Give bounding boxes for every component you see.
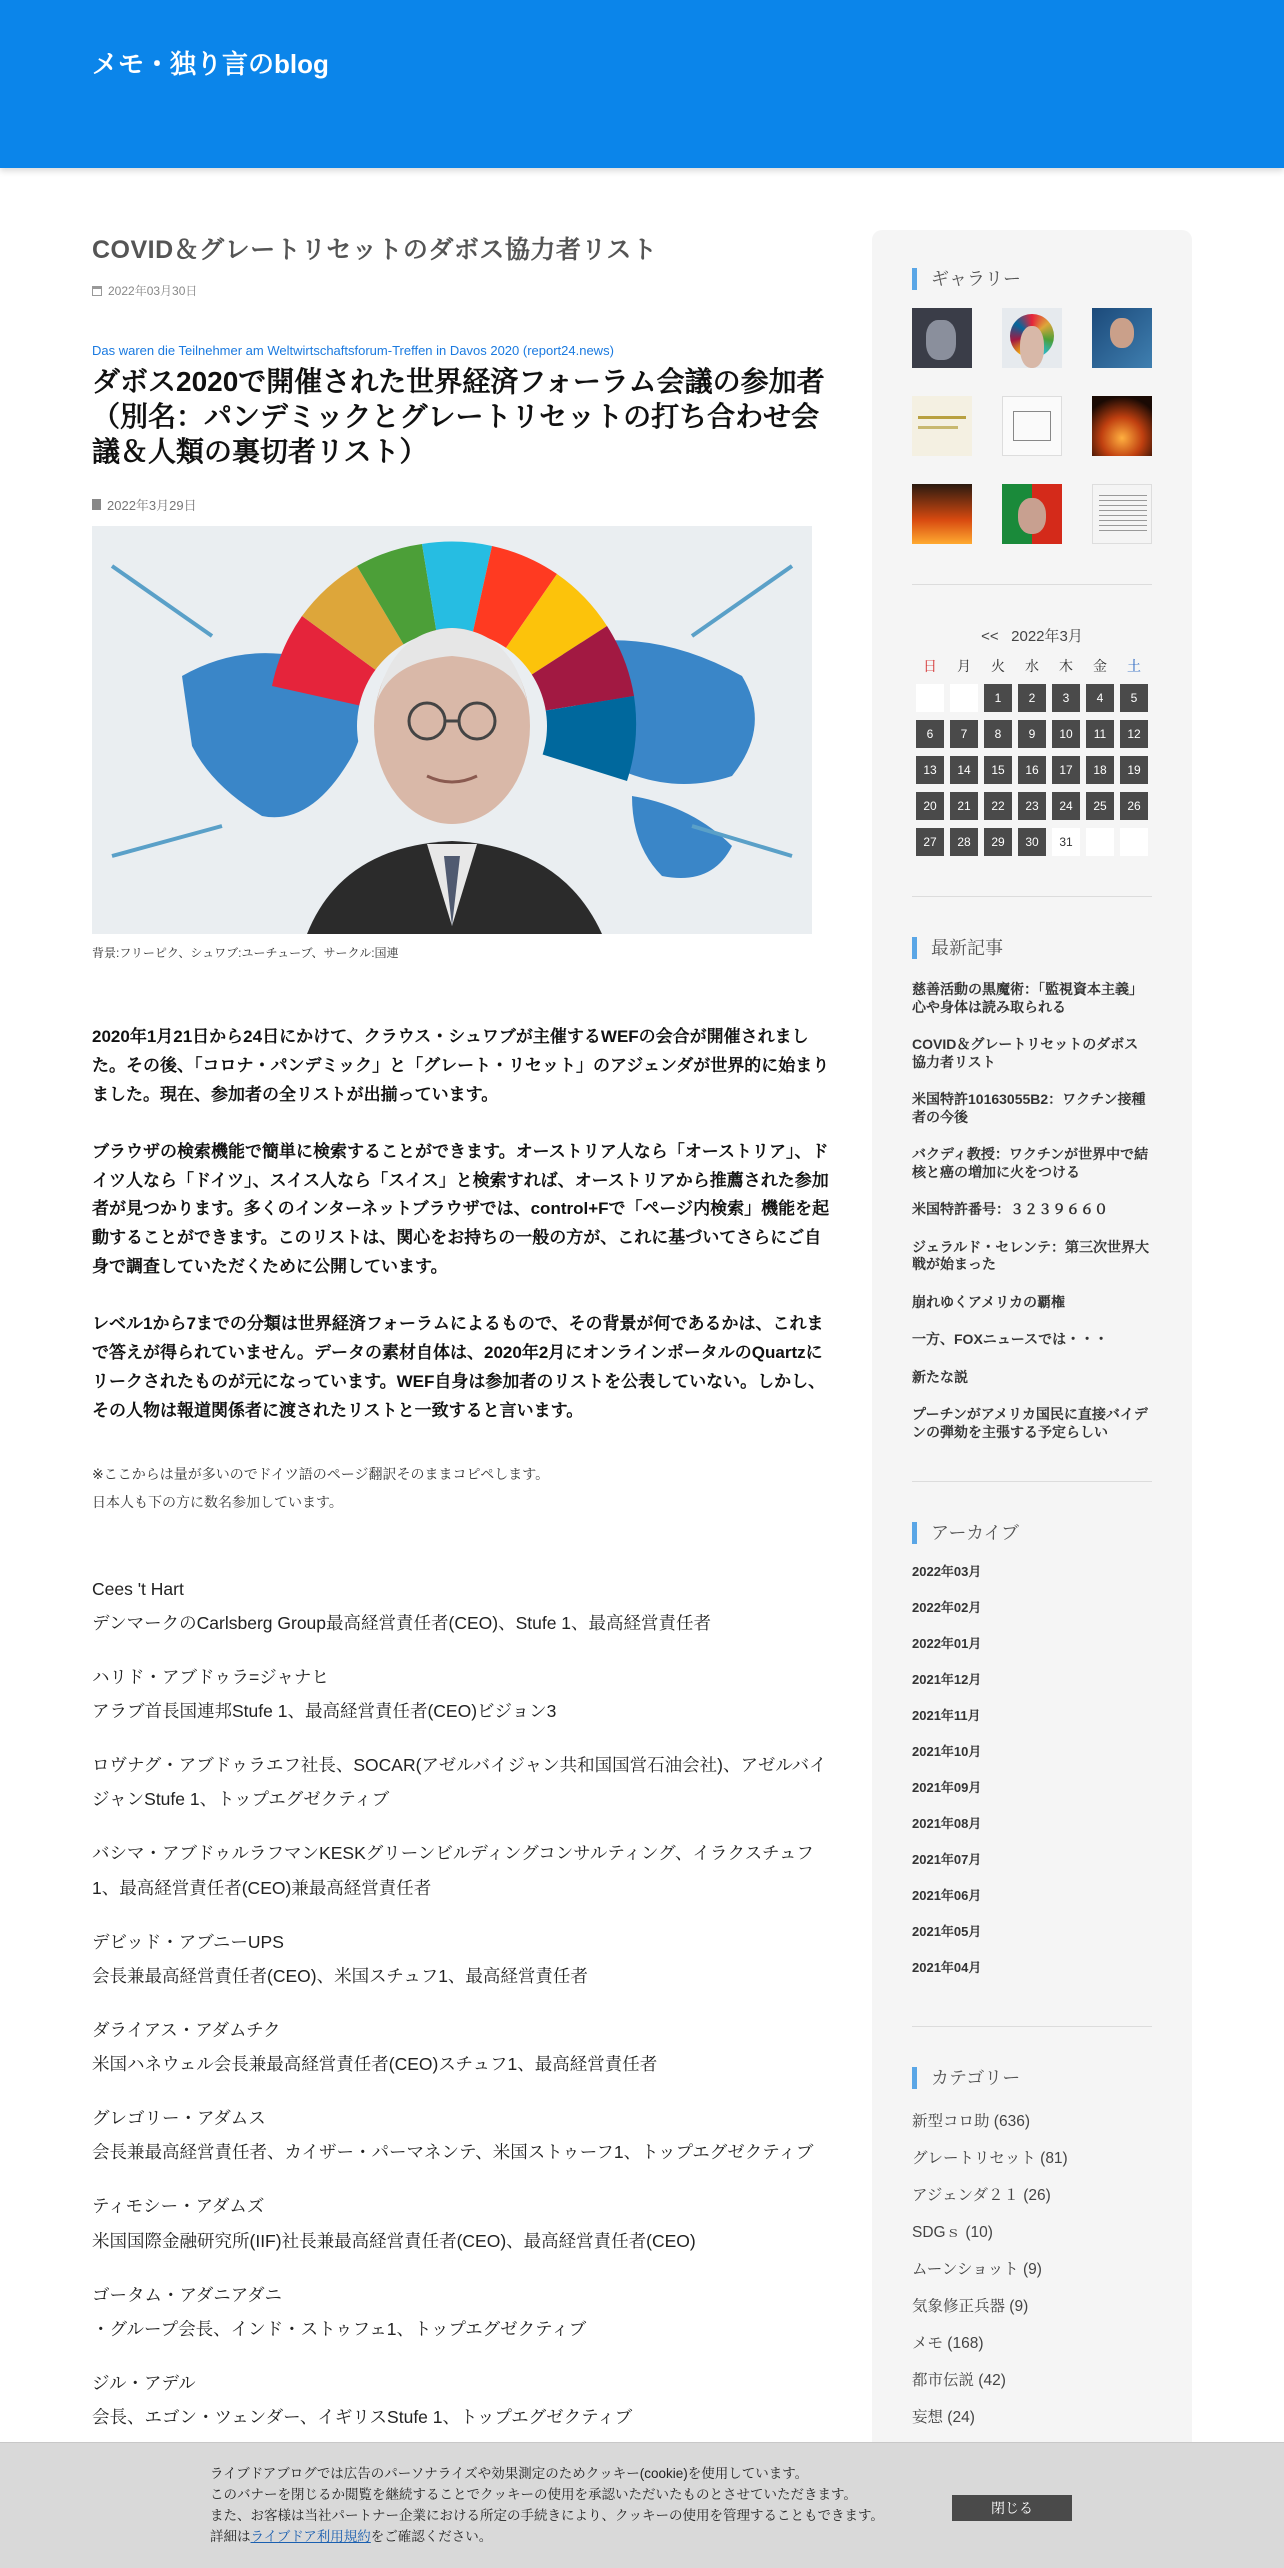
gallery-thumb-4[interactable] (912, 396, 972, 456)
participant-name: バシマ・アブドゥルラフマンKESKグリーンビルディングコンサルティング、イラクスチュフ1、最高経営責任者(CEO)兼最高経営責任者 (92, 1843, 814, 1898)
recent-post-link[interactable]: プーチンがアメリカ国民に直接バイデンの弾劾を主張する予定らしい (912, 1406, 1148, 1440)
calendar-day[interactable]: 16 (1018, 756, 1046, 784)
archive-link[interactable]: 2021年06月 (912, 1888, 982, 1903)
participant-desc: 米国ハネウェル会長兼最高経営責任者(CEO)スチュフ1、最高経営責任者 (92, 2054, 658, 2075)
category-link[interactable]: 都市伝説 (42) (912, 2372, 1006, 2389)
article-hero-image (92, 526, 812, 934)
site-header (0, 0, 1284, 168)
recent-post-link[interactable]: 新たな説 (912, 1368, 968, 1385)
calendar-empty-cell (1086, 828, 1114, 856)
recent-post-link[interactable]: 米国特許番号：３２３９６６０ (912, 1201, 1108, 1217)
calendar-month: 2022年3月 (1011, 628, 1083, 645)
sidebar (872, 230, 1192, 2568)
participant-item (92, 2366, 832, 2434)
article-title: ダボス2020で開催された世界経済フォーラム会議の参加者（別名：パンデミックとグレートリセットの打ち合わせ会議＆人類の裏切者リスト） (92, 366, 825, 467)
gallery-title: ギャラリー (912, 268, 1152, 290)
participant-name: ゴータム・アダニアダニ (92, 2284, 283, 2305)
sidebar-divider (912, 2026, 1152, 2027)
gallery-thumb-3[interactable] (1092, 308, 1152, 368)
calendar-day[interactable]: 8 (984, 720, 1012, 748)
archive-link[interactable]: 2022年01月 (912, 1636, 982, 1651)
calendar-weekday: 火 (991, 658, 1005, 674)
recent-title: 最新記事 (912, 937, 1152, 959)
category-link[interactable]: グレートリセット (81) (912, 2150, 1068, 2167)
calendar-weekday: 水 (1025, 658, 1039, 674)
calendar-day[interactable]: 3 (1052, 684, 1080, 712)
archive-link[interactable]: 2021年05月 (912, 1924, 982, 1939)
participant-desc: ・グループ会長、インド・ストゥフェ1、トップエグゼクティブ (92, 2318, 587, 2339)
category-link[interactable]: アジェンダ２１ (26) (912, 2187, 1051, 2204)
category-link[interactable]: 妄想 (24) (912, 2409, 975, 2426)
calendar-day[interactable]: 13 (916, 756, 944, 784)
participant-name: ジル・アデル (92, 2372, 196, 2393)
image-caption: 背景:フリーピク、シュワブ:ユーチューブ、サークル:国連 (92, 946, 399, 960)
archive-link[interactable]: 2022年02月 (912, 1600, 982, 1615)
participant-name: ロヴナグ・アブドゥラエフ社長、SOCAR(アゼルバイジャン共和国国営石油会社)、アゼルバイジャンStufe 1、トップエグゼクティブ (92, 1755, 827, 1810)
participant-name: ハリド・アブドゥラ=ジャナヒ (92, 1666, 329, 1687)
calendar-day[interactable]: 6 (916, 720, 944, 748)
article-date (92, 495, 832, 514)
participant-item (92, 1836, 832, 1904)
calendar-day[interactable]: 30 (1018, 828, 1046, 856)
calendar-day[interactable]: 29 (984, 828, 1012, 856)
calendar-empty-cell (950, 684, 978, 712)
gallery-thumb-5[interactable] (1002, 396, 1062, 456)
participant-item (92, 2101, 832, 2169)
calendar-day[interactable]: 1 (984, 684, 1012, 712)
recent-post-link[interactable]: COVID＆グレートリセットのダボス協力者リスト (912, 1036, 1139, 1070)
cookie-line (210, 2526, 884, 2547)
archive-link[interactable]: 2021年08月 (912, 1816, 982, 1831)
calendar-prev-link[interactable]: << (981, 628, 999, 645)
cookie-close-button[interactable]: 閉じる (952, 2495, 1072, 2521)
calendar-day[interactable]: 20 (916, 792, 944, 820)
calendar-day[interactable]: 23 (1018, 792, 1046, 820)
participant-name: ティモシー・アダムズ (92, 2196, 265, 2217)
cookie-banner (0, 2442, 1284, 2568)
participant-list (92, 1572, 832, 2435)
hero-illustration (92, 526, 812, 934)
calendar-day[interactable]: 17 (1052, 756, 1080, 784)
recent-posts (912, 981, 1152, 1441)
calendar-empty-cell (916, 684, 944, 712)
calendar-weekday: 金 (1093, 658, 1107, 674)
participant-item (92, 2013, 832, 2081)
sidebar-divider (912, 896, 1152, 897)
calendar-day[interactable]: 7 (950, 720, 978, 748)
translation-note (92, 1460, 832, 1516)
calendar-day[interactable]: 27 (916, 828, 944, 856)
participant-item (92, 1660, 832, 1728)
archive-link[interactable]: 2022年03月 (912, 1564, 982, 1579)
sidebar-divider (912, 1481, 1152, 1482)
participant-item (92, 2189, 832, 2257)
archive-link[interactable]: 2021年09月 (912, 1780, 982, 1795)
gallery-thumb-9[interactable] (1092, 484, 1152, 544)
calendar-empty-cell (1120, 828, 1148, 856)
calendar-day[interactable]: 5 (1120, 684, 1148, 712)
participant-item (92, 1925, 832, 1993)
participant-item (92, 1748, 832, 1816)
category-link[interactable]: 気象修正兵器 (9) (912, 2298, 1029, 2315)
category-link[interactable]: SDGｓ (10) (912, 2224, 993, 2241)
paragraph-2: ブラウザの検索機能で簡単に検索することができます。オーストリア人なら「オーストリア」、ドイツ人なら「ドイツ」、スイス人なら「スイス」と検索すれば、オーストリアから推薦された参加者が見つかります。多くのインターネットブラウザでは、control+Fで「ページ内検索」機能を起動することができます。このリストは、関心をお持ちの一般の方が、これに基づいてさらにご自身で調査していただくために公開しています。 (92, 1141, 830, 1277)
sidebar-divider (912, 584, 1152, 585)
participant-item (92, 2278, 832, 2346)
calendar-day[interactable]: 19 (1120, 756, 1148, 784)
archive-link[interactable]: 2021年04月 (912, 1960, 982, 1975)
calendar-day[interactable]: 4 (1086, 684, 1114, 712)
calendar-day[interactable]: 26 (1120, 792, 1148, 820)
gallery-thumb-7[interactable] (912, 484, 972, 544)
archive-link[interactable]: 2021年10月 (912, 1744, 982, 1759)
site-title-link[interactable]: メモ・独り言のblog (92, 49, 329, 79)
calendar-weekday: 土 (1127, 658, 1141, 674)
paragraph-1: 2020年1月21日から24日にかけて、クラウス・シュワブが主催するWEFの会合が開催されました。その後、「コロナ・パンデミック」と「グレート・リセット」のアジェンダが世界的に始まりました。現在、参加者の全リストが出揃っています。 (92, 1027, 830, 1104)
recent-post-link[interactable]: バクディ教授：ワクチンが世界中で結核と癌の増加に火をつける (912, 1146, 1149, 1180)
cookie-line-suffix: をご確認ください。 (370, 2529, 493, 2544)
document-icon (92, 499, 101, 510)
calendar-day[interactable]: 11 (1086, 720, 1114, 748)
calendar-day[interactable]: 21 (950, 792, 978, 820)
gallery-grid (912, 308, 1152, 544)
participant-name: デビッド・アブニーUPS (92, 1931, 284, 1952)
calendar-day[interactable]: 25 (1086, 792, 1114, 820)
participant-desc: 米国国際金融研究所(IIF)社長兼最高経営責任者(CEO)、最高経営責任者(CEO) (92, 2230, 696, 2251)
calendar-weekday: 月 (957, 658, 971, 674)
cookie-line: ライブドアブログでは広告のパーソナライズや効果測定のためクッキー(cookie)を使用しています。 (210, 2466, 809, 2481)
paragraph-3: レベル1から7までの分類は世界経済フォーラムによるもので、その背景が何であるかは、これまで答えが得られていません。データの素材自体は、2020年2月にオンラインポータルのQuartzにリークされたものが元になっています。WEF自身は参加者のリストを公表していない。しかし、その人物は報道関係者に渡されたリストと一致すると言います。 (92, 1314, 826, 1420)
entry-date (92, 282, 832, 299)
calendar-day[interactable]: 24 (1052, 792, 1080, 820)
recent-post-link[interactable]: ジェラルド・セレンテ：第三次世界大戦が始まった (912, 1238, 1149, 1272)
gallery-thumb-6[interactable] (1092, 396, 1152, 456)
participant-desc: アラブ首長国連邦Stufe 1、最高経営責任者(CEO)ビジョン3 (92, 1701, 557, 1722)
calendar-day[interactable]: 15 (984, 756, 1012, 784)
calendar-day: 31 (1052, 828, 1080, 856)
category-title: カテゴリー (912, 2067, 1152, 2089)
calendar-grid (912, 656, 1152, 856)
participant-name: ダライアス・アダムチク (92, 2019, 281, 2040)
recent-post-link[interactable]: 米国特許10163055B2：ワクチン接種者の今後 (912, 1091, 1146, 1125)
participant-desc: 会長、エゴン・ツェンダー、イギリスStufe 1、トップエグゼクティブ (92, 2407, 633, 2428)
terms-link[interactable]: ライブドア利用規約 (250, 2529, 371, 2544)
gallery-thumb-2[interactable] (1002, 308, 1062, 368)
participant-item (92, 1572, 832, 1640)
archive-list (912, 1554, 1152, 1986)
cookie-line: このバナーを閉じるか閲覧を継続することでクッキーの使用を承認いただいたものとさせていただきます。 (210, 2487, 857, 2502)
participant-desc: デンマークのCarlsberg Group最高経営責任者(CEO)、Stufe 1、最高経営責任者 (92, 1612, 712, 1633)
calendar-weekday: 木 (1059, 658, 1073, 674)
main-content (92, 230, 832, 2454)
recent-post-link[interactable]: 崩れゆくアメリカの覇権 (912, 1293, 1066, 1310)
participant-desc: 会長兼最高経営責任者、カイザー・パーマネンテ、米国ストゥーフ1、トップエグゼクティブ (92, 2142, 814, 2163)
calendar-day[interactable]: 18 (1086, 756, 1114, 784)
category-link[interactable]: 新型コロ助 (636) (912, 2113, 1030, 2130)
archive-link[interactable]: 2021年07月 (912, 1852, 982, 1867)
entry-title: COVID＆グレートリセットのダボス協力者リスト (92, 236, 658, 264)
recent-post-link[interactable]: 一方、FOXニュースでは・・・ (912, 1331, 1109, 1347)
gallery-thumb-8[interactable] (1002, 484, 1062, 544)
note-line: ※ここからは量が多いのでドイツ語のページ翻訳そのままコピペします。 (92, 1465, 550, 1482)
archive-link[interactable]: 2021年11月 (912, 1708, 981, 1723)
calendar-day[interactable]: 28 (950, 828, 978, 856)
participant-name: グレゴリー・アダムス (92, 2108, 266, 2129)
cookie-text (210, 2463, 884, 2547)
calendar-icon (92, 286, 102, 296)
archive-link[interactable]: 2021年12月 (912, 1672, 982, 1687)
recent-post-link[interactable]: 慈善活動の黒魔術：「監視資本主義」心や身体は読み取られる (912, 981, 1143, 1015)
cookie-line: また、お客様は当社パートナー企業における所定の手続きにより、クッキーの使用を管理することもできます。 (210, 2508, 884, 2523)
calendar-day[interactable]: 12 (1120, 720, 1148, 748)
note-line: 日本人も下の方に数名参加しています。 (92, 1493, 343, 1510)
calendar-day[interactable]: 14 (950, 756, 978, 784)
calendar-header (912, 625, 1152, 646)
entry-date-text: 2022年03月30日 (108, 284, 198, 298)
cookie-line-prefix: 詳細は (210, 2529, 251, 2544)
category-link[interactable]: ムーンショット (9) (912, 2261, 1042, 2278)
calendar-day[interactable]: 22 (984, 792, 1012, 820)
article-date-text: 2022年3月29日 (107, 498, 197, 513)
participant-desc: 会長兼最高経営責任者(CEO)、米国スチュフ1、最高経営責任者 (92, 1965, 588, 1986)
archive-title: アーカイブ (912, 1522, 1152, 1544)
participant-name: Cees 't Hart (92, 1578, 184, 1599)
calendar-weekday: 日 (923, 658, 937, 674)
gallery-thumb-1[interactable] (912, 308, 972, 368)
calendar-day[interactable]: 10 (1052, 720, 1080, 748)
category-link[interactable]: メモ (168) (912, 2335, 984, 2352)
calendar-day[interactable]: 2 (1018, 684, 1046, 712)
calendar-day[interactable]: 9 (1018, 720, 1046, 748)
source-link[interactable]: Das waren die Teilnehmer am Weltwirtschaftsforum-Treffen in Davos 2020 (report24.news) (92, 343, 614, 358)
